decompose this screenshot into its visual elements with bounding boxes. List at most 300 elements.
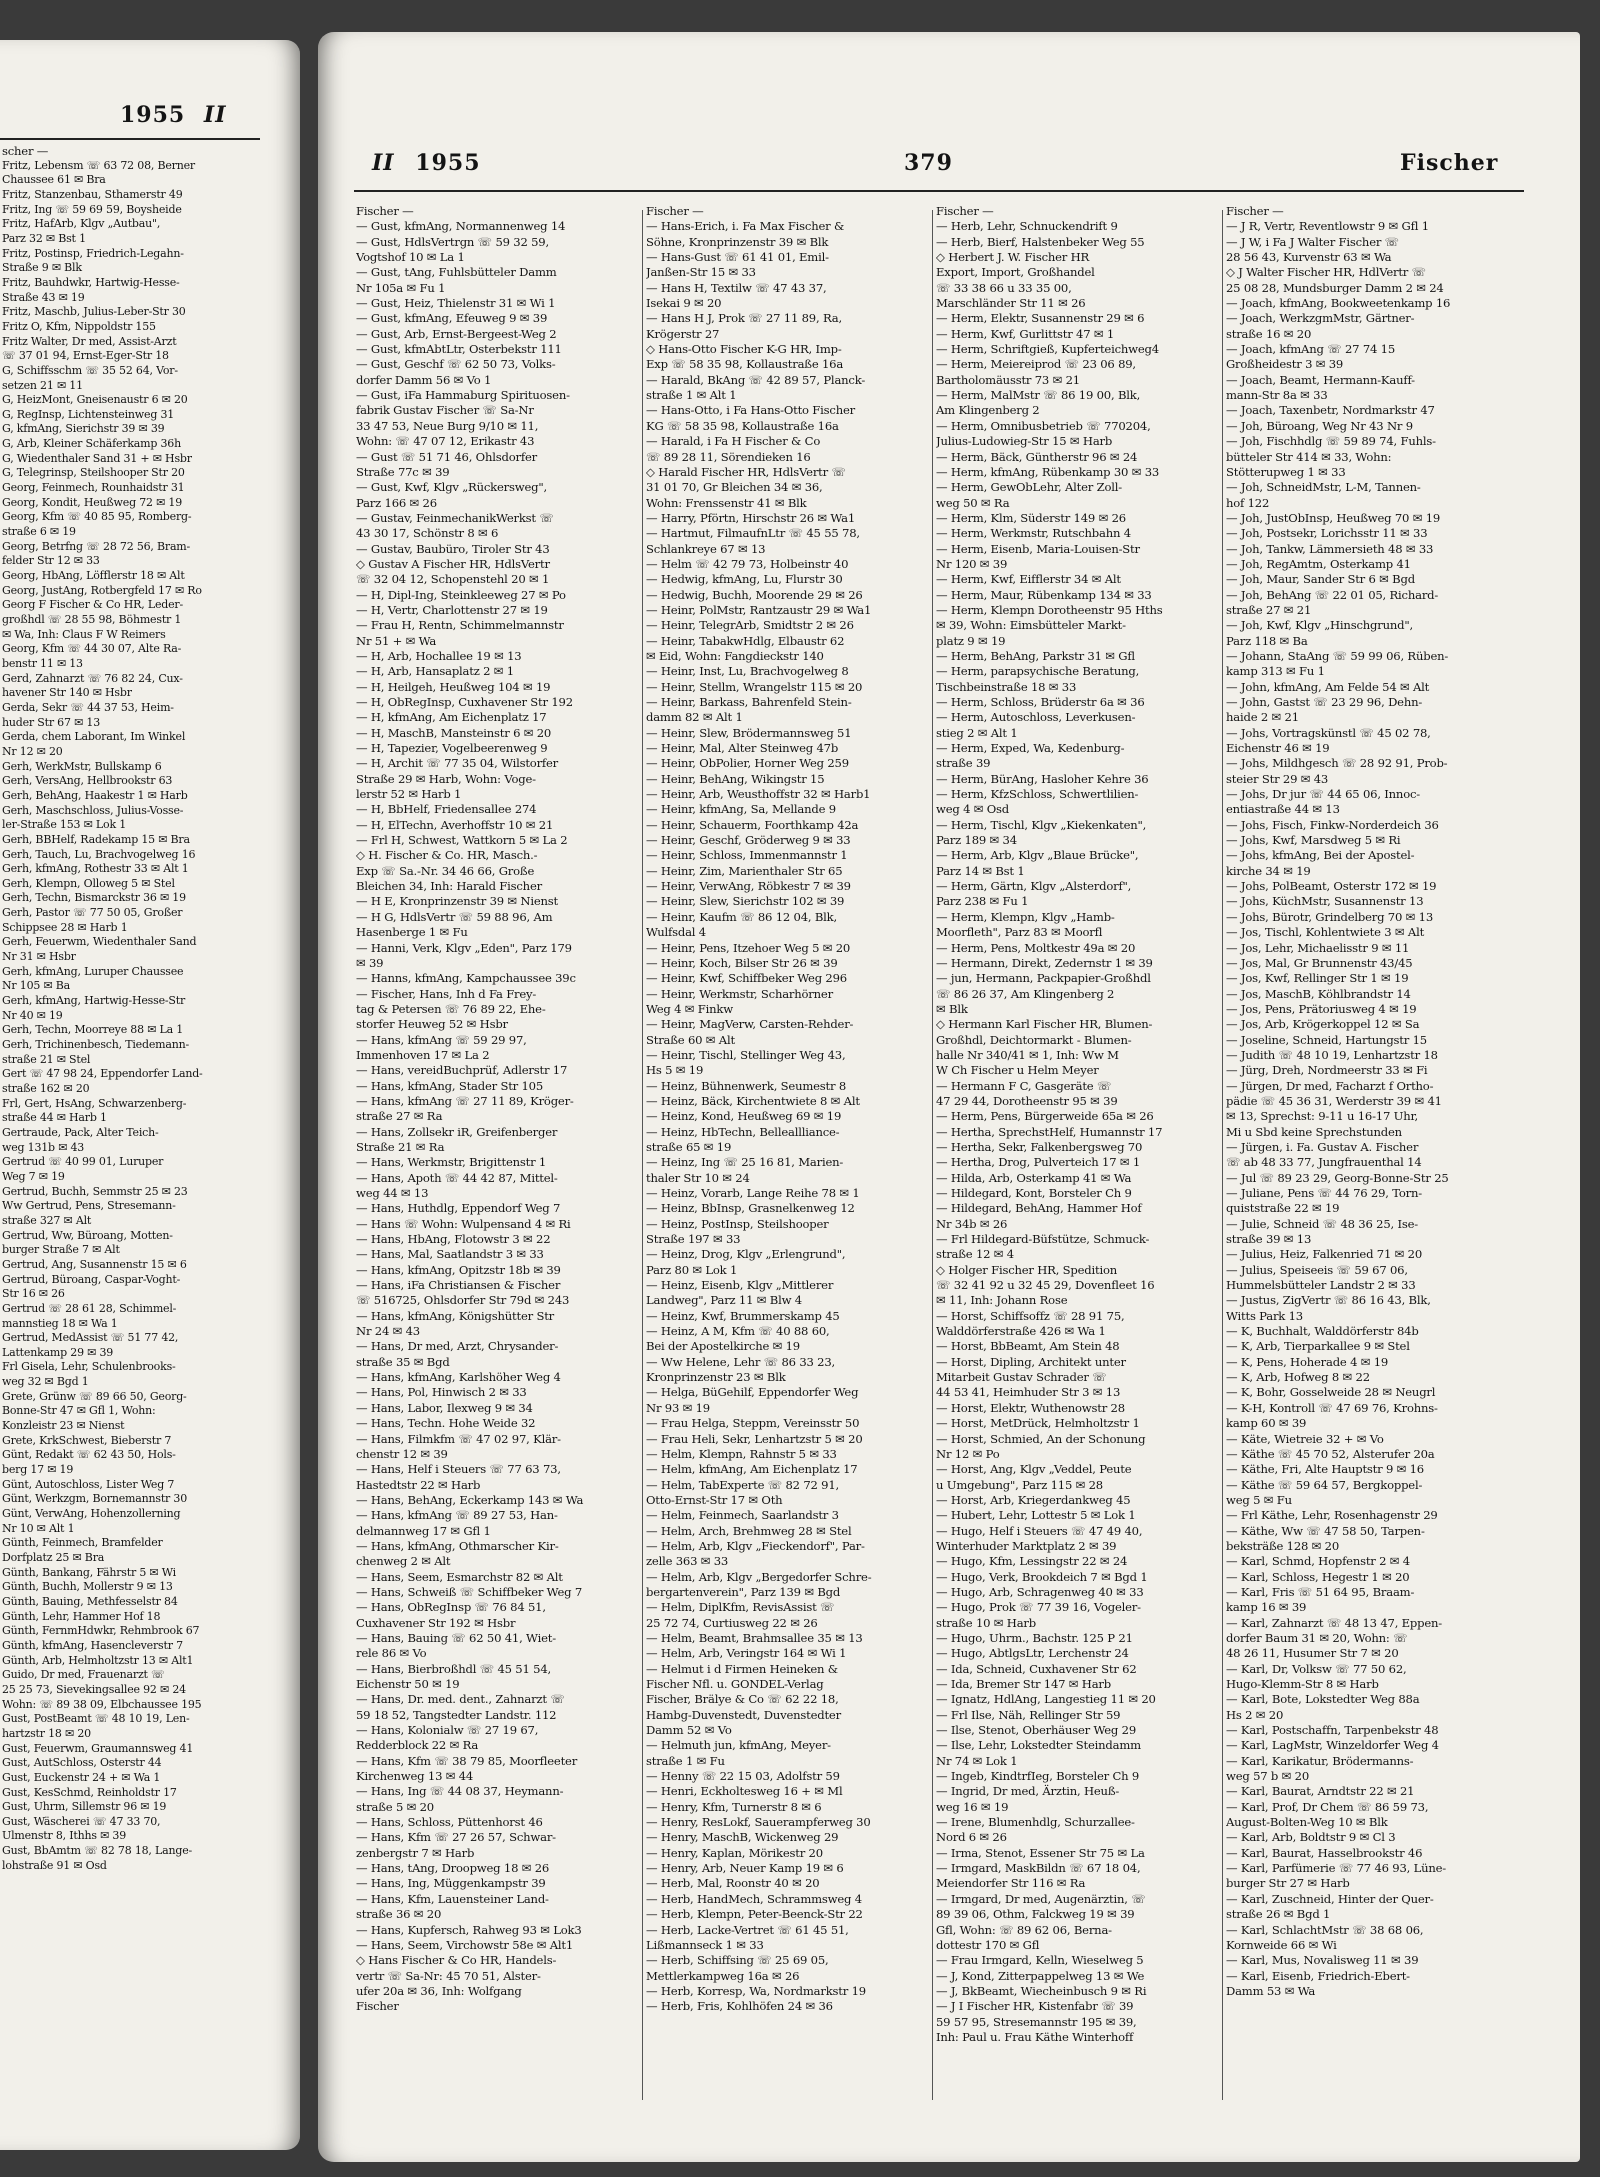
directory-entry: — Karl, Zahnarzt ☏ 48 13 47, Eppen- [1226,1615,1443,1630]
directory-entry: — Joach, kfmAng, Bookweetenkamp 16 [1226,296,1451,311]
directory-entry: — Karl, Schmd, Hopfenstr 2 ✉ 4 [1226,1554,1410,1569]
directory-entry: — Herm, Pens, Moltkestr 49a ✉ 20 [936,940,1136,955]
directory-entry: — Hans, Kupfersch, Rahweg 93 ✉ Lok3 [356,1922,582,1937]
directory-entry: — Heinr, Inst, Lu, Brachvogelweg 8 [646,664,849,679]
directory-entry: — Heinr, Kwf, Schiffbeker Weg 296 [646,971,847,986]
directory-entry: — H, MaschB, Mansteinstr 6 ✉ 20 [356,725,552,740]
directory-entry: — Joach, WerkzgmMstr, Gärtner- [1226,311,1415,326]
directory-entry: — Gustav, Baubüro, Tiroler Str 43 [356,541,550,556]
directory-entry: Fritz, Ing ☏ 59 69 59, Boysheide [2,202,182,216]
directory-entry: Inh: Paul u. Frau Käthe Winterhoff [936,2029,1134,2044]
directory-entry: — Heinz, BbInsp, Grasnelkenweg 12 [646,1201,855,1216]
directory-entry: — Jos, Kwf, Rellinger Str 1 ✉ 19 [1226,971,1409,986]
right-column-2 [646,204,928,2104]
directory-entry: Eichenstr 50 ✉ 19 [356,1677,460,1691]
directory-entry: dorfer Baum 31 ✉ 20, Wohn: ☏ [1226,1630,1408,1645]
directory-entry: straße 26 ✉ Bgd 1 [1226,1907,1331,1922]
directory-entry: — Gust, HdlsVertrgn ☏ 59 32 59, [356,234,549,249]
directory-entry: — Hans, kfmAng ☏ 27 11 89, Kröger- [356,1093,574,1108]
directory-entry: Parz 32 ✉ Bst 1 [2,231,86,245]
directory-entry: Lißmannseck 1 ✉ 33 [646,1937,764,1952]
directory-entry: — Gust, kfmAbtLtr, Osterbekstr 111 [356,342,562,357]
directory-entry: — John, kfmAng, Am Felde 54 ✉ Alt [1226,679,1430,694]
directory-entry: Gertrud ☏ 40 99 01, Luruper [2,1155,164,1169]
directory-entry: ◇ Hermann Karl Fischer HR, Blumen- [936,1017,1153,1032]
directory-entry: — Heinz, Kond, Heußweg 69 ✉ 19 [646,1109,842,1124]
directory-entry: straße 6 ✉ 19 [2,525,76,539]
directory-entry: — Herm, Werkmstr, Rutschbahn 4 [936,526,1131,541]
directory-entry: Gerh, Techn, Moorreye 88 ✉ La 1 [2,1023,184,1037]
directory-entry: — Karl, Fris ☏ 51 64 95, Braam- [1226,1584,1415,1599]
directory-entry: Gust, Uhrm, Sillemstr 96 ✉ 19 [2,1800,167,1814]
directory-entry: — Herb, HandMech, Schrammsweg 4 [646,1891,862,1906]
directory-entry: — Hugo, Arb, Schragenweg 40 ✉ 33 [936,1584,1144,1599]
directory-entry: — Ilse, Stenot, Oberhäuser Weg 29 [936,1723,1136,1738]
directory-entry: ✉ Wa, Inh: Claus F W Reimers [2,627,166,641]
directory-entry: — Hans, kfmAng, Karlshöher Weg 4 [356,1370,561,1385]
directory-entry: — Johs, PolBeamt, Osterstr 172 ✉ 19 [1226,879,1437,894]
directory-entry: weg 16 ✉ 19 [936,1799,1009,1814]
directory-entry: — Herb, Mal, Roonstr 40 ✉ 20 [646,1876,820,1891]
directory-entry: — Julius, Heiz, Falkenried 71 ✉ 20 [1226,1247,1422,1262]
directory-entry: — Frl Käthe, Lehr, Rosenhagenstr 29 [1226,1508,1438,1523]
directory-entry: — Hans-Erich, i. Fa Max Fischer & [646,219,845,234]
directory-entry: — Hans, Kolonialw ☏ 27 19 67, [356,1723,539,1738]
directory-entry: — Horst, MetDrück, Helmholtzstr 1 [936,1416,1140,1431]
directory-entry: — Herb, Korresp, Wa, Nordmarkstr 19 [646,1983,866,1998]
directory-entry: Günth, Arb, Helmholtzstr 13 ✉ Alt1 [2,1653,194,1667]
directory-entry: Bartholomäusstr 73 ✉ 21 [936,372,1080,387]
directory-entry: — Karl, Arb, Boldtstr 9 ✉ Cl 3 [1226,1830,1396,1845]
directory-entry: — Karl, Dr, Volksw ☏ 77 50 62, [1226,1661,1407,1676]
directory-entry: straße 10 ✉ Harb [936,1615,1036,1630]
directory-entry: — Joh, Kwf, Klgv „Hinschgrund", [1226,618,1413,633]
directory-entry: — Helm, Feinmech, Saarlandstr 3 [646,1508,839,1523]
directory-entry: — Karl, Baurat, Hasselbrookstr 46 [1226,1845,1423,1860]
column-heading: Fischer — [936,204,994,218]
directory-entry: straße 27 ✉ 21 [1226,602,1312,617]
directory-entry: Otto-Ernst-Str 17 ✉ Oth [646,1492,783,1507]
directory-entry: Nr 12 ✉ Po [936,1446,1000,1461]
directory-entry: Mettlerkampweg 16a ✉ 26 [646,1968,800,1983]
directory-entry: — Jul ☏ 89 23 29, Georg-Bonne-Str 25 [1226,1170,1449,1185]
directory-entry: — Horst, Arb, Kriegerdankweg 45 [936,1492,1131,1507]
directory-entry: — Irma, Stenot, Essener Str 75 ✉ La [936,1845,1145,1860]
directory-entry: Frl, Gert, HsAng, Schwarzenberg- [2,1096,187,1110]
directory-entry: G, Schiffsschm ☏ 35 52 64, Vor- [2,363,178,377]
directory-entry: — Horst, Schmied, An der Schonung [936,1431,1146,1446]
directory-entry: Straße 29 ✉ Harb, Wohn: Voge- [356,771,536,786]
directory-entry: 59 18 52, Tangstedter Landstr. 112 [356,1707,557,1722]
directory-entry: — H, Dipl-Ing, Steinkleeweg 27 ✉ Po [356,587,566,602]
directory-entry: haide 2 ✉ 21 [1226,710,1299,725]
directory-entry: — H, ObRegInsp, Cuxhavener Str 192 [356,695,573,709]
directory-entry: — Heinr, MagVerw, Carsten-Rehder- [646,1017,854,1032]
directory-entry: Günth, Bauing, Methfesselstr 84 [2,1594,178,1608]
directory-entry: ◇ Gustav A Fischer HR, HdlsVertr [356,556,550,571]
directory-entry: Wohn: ☏ 47 07 12, Erikastr 43 [356,434,535,449]
directory-entry: — Heinz, Bäck, Kirchentwiete 8 ✉ Alt [646,1093,860,1108]
directory-entry: Vogtshof 10 ✉ La 1 [356,250,465,265]
directory-entry: — Hertha, Sekr, Falkenbergsweg 70 [936,1139,1143,1154]
directory-entry: — Hugo, AbtlgsLtr, Lerchenstr 24 [936,1646,1129,1661]
directory-entry: Exp ☏ 58 35 98, Kollaustraße 16a [646,357,844,372]
directory-entry: Am Klingenberg 2 [936,403,1040,418]
directory-entry: — Hans-Gust ☏ 61 41 01, Emil- [646,250,829,265]
directory-entry: Gfl, Wohn: ☏ 89 62 06, Berna- [936,1922,1112,1937]
directory-entry: — Hans, kfmAng ☏ 89 27 53, Han- [356,1508,558,1523]
directory-entry: Georg, Betrfng ☏ 28 72 56, Bram- [2,539,191,553]
directory-entry: straße 5 ✉ 20 [356,1799,434,1814]
directory-entry: — Henry, Kfm, Turnerstr 8 ✉ 6 [646,1799,822,1814]
directory-entry: — Joh, Postsekr, Lorichsstr 11 ✉ 33 [1226,526,1428,541]
directory-entry: 33 47 53, Neue Burg 9/10 ✉ 11, [356,418,539,433]
directory-entry: bergartenverein", Parz 139 ✉ Bgd [646,1584,841,1599]
directory-entry: Nr 105a ✉ Fu 1 [356,280,446,295]
directory-entry: — Käthe ☏ 59 64 57, Bergkoppel- [1226,1477,1423,1492]
directory-entry: Gust, KesSchmd, Reinholdstr 17 [2,1785,177,1799]
directory-entry: Mitarbeit Gustav Schrader ☏ [936,1370,1107,1385]
directory-entry: — Johs, Fisch, Finkw-Norderdeich 36 [1226,817,1439,832]
directory-entry: — Herm, GewObLehr, Alter Zoll- [936,480,1122,495]
directory-entry: — Herm, Eisenb, Maria-Louisen-Str [936,541,1140,556]
directory-entry: — Hanns, kfmAng, Kampchaussee 39c [356,971,576,986]
directory-entry: — Herm, Klempn Dorotheenstr 95 Hths [936,602,1163,617]
directory-entry: — Joh, SchneidMstr, L-M, Tannen- [1226,480,1421,495]
directory-entry: Straße 21 ✉ Ra [356,1139,445,1154]
directory-entry: Gerh, Pastor ☏ 77 50 05, Großer [2,906,183,920]
directory-entry: weg 57 b ✉ 20 [1226,1769,1309,1784]
directory-entry: — Gust, tAng, Fuhlsbütteler Damm [356,265,557,280]
directory-entry: G, kfmAng, Sierichstr 39 ✉ 39 [2,422,165,436]
directory-entry: Schlankreye 67 ✉ 13 [646,541,766,556]
left-header-year: 1955 [120,102,186,128]
directory-entry: Fritz, Maschb, Julius-Leber-Str 30 [2,305,186,319]
directory-entry: — Hans, tAng, Droopweg 18 ✉ 26 [356,1861,550,1876]
directory-entry: — Gust, Heiz, Thielenstr 31 ✉ Wi 1 [356,296,556,311]
directory-entry: — Frau Heli, Sekr, Lenhartzstr 5 ✉ 20 [646,1431,863,1446]
directory-entry: ◇ Holger Fischer HR, Spedition [936,1262,1118,1277]
directory-entry: — Hans H J, Prok ☏ 27 11 89, Ra, [646,311,842,326]
directory-entry: — Gustav, FeinmechanikWerkst ☏ [356,510,554,525]
directory-entry: — Hans, Pol, Hinwisch 2 ✉ 33 [356,1385,527,1400]
directory-entry: — J, BkBeamt, Wiecheinbusch 9 ✉ Ri [936,1983,1147,1998]
directory-entry: Nord 6 ✉ 26 [936,1830,1007,1845]
directory-entry: — Hans-Otto, i Fa Hans-Otto Fischer [646,403,855,418]
directory-entry: ✉ 13, Sprechst: 9-11 u 16-17 Uhr, [1226,1109,1419,1124]
directory-entry: G, Arb, Kleiner Schäferkamp 36h [2,437,181,451]
directory-entry: — Joach, kfmAng ☏ 27 74 15 [1226,342,1396,357]
directory-entry: — Ilse, Lehr, Lokstedter Steindamm [936,1738,1141,1753]
directory-entry: — Harald, BkAng ☏ 42 89 57, Planck- [646,372,866,387]
directory-entry: — Heinr, Zim, Marienthaler Str 65 [646,863,843,878]
directory-entry: — Heinz, Bühnenwerk, Seumestr 8 [646,1078,847,1093]
directory-entry: — Herm, Autoschloss, Leverkusen- [936,710,1136,725]
directory-entry: — Käthe ☏ 45 70 52, Alsterufer 20a [1226,1446,1435,1461]
directory-entry: — Helmut i d Firmen Heineken & [646,1661,838,1676]
directory-entry: Gerh, Tauch, Lu, Brachvogelweg 16 [2,847,196,861]
directory-entry: — Julie, Schneid ☏ 48 36 25, Ise- [1226,1216,1418,1231]
directory-entry: — Henry, MaschB, Wickenweg 29 [646,1830,839,1845]
directory-entry: Straße 60 ✉ Alt [646,1032,735,1047]
directory-entry: — Herm, Klempn, Klgv „Hamb- [936,909,1115,924]
directory-entry: — Hans, vereidBuchprüf, Adlerstr 17 [356,1063,568,1078]
directory-entry: thaler Str 10 ✉ 24 [646,1170,750,1185]
directory-entry: — Julius, Speiseeis ☏ 59 67 06, [1226,1262,1408,1277]
directory-entry: dottestr 170 ✉ Gfl [936,1937,1040,1952]
directory-entry: Gerh, kfmAng, Luruper Chaussee [2,964,184,978]
directory-entry: Wohn: Frenssenstr 41 ✉ Blk [646,495,807,510]
directory-entry: — Herb, Bierf, Halstenbeker Weg 55 [936,234,1145,249]
directory-entry: — Herm, Kwf, Gurlittstr 47 ✉ 1 [936,326,1115,341]
directory-entry: G, HeizMont, Gneisenaustr 6 ✉ 20 [2,393,188,407]
directory-entry: — Johs, kfmAng, Bei der Apostel- [1226,848,1415,863]
directory-entry: — Irmgard, Dr med, Augenärztin, ☏ [936,1891,1146,1906]
directory-entry: mannstieg 18 ✉ Wa 1 [2,1316,118,1330]
directory-entry: Moorfleth", Parz 83 ✉ Moorfl [936,925,1103,940]
directory-entry: Gerh, Feuerwm, Wiedenthaler Sand [2,935,197,949]
directory-entry: — Ingrid, Dr med, Ärztin, Heuß- [936,1784,1120,1799]
directory-entry: ☏ ab 48 33 77, Jungfrauenthal 14 [1226,1155,1422,1170]
directory-entry: Günth, Bankang, Fährstr 5 ✉ Wi [2,1565,176,1579]
directory-entry: Nr 51 + ✉ Wa [356,633,437,648]
directory-entry: — Johs, Kwf, Marsdweg 5 ✉ Ri [1226,833,1401,848]
directory-entry: — Hans, Ing, Müggenkampstr 39 [356,1876,546,1891]
directory-entry: ☏ 32 04 12, Schopenstehl 20 ✉ 1 [356,572,550,587]
directory-entry: Grete, KrkSchwest, Bieberstr 7 [2,1433,172,1447]
directory-entry: ☏ 516725, Ohlsdorfer Str 79d ✉ 243 [356,1293,570,1308]
directory-entry: — Heinz, Eisenb, Klgv „Mittlerer [646,1278,834,1293]
directory-entry: — Henri, Eckholtesweg 16 + ✉ Ml [646,1784,843,1799]
directory-entry: u Umgebung", Parz 115 ✉ 28 [936,1477,1103,1492]
directory-entry: ☏ 32 41 92 u 32 45 29, Dovenfleet 16 [936,1278,1155,1293]
directory-entry: — Hans H, Textilw ☏ 47 43 37, [646,280,827,295]
directory-entry: — Jos, Tischl, Kohlentwiete 3 ✉ Alt [1226,925,1425,940]
directory-entry: — Gust, iFa Hammaburg Spirituosen- [356,388,570,403]
directory-entry: — Irene, Blumenhdlg, Schurzallee- [936,1815,1135,1830]
directory-entry: — Hans, Filmkfm ☏ 47 02 97, Klär- [356,1431,561,1446]
directory-entry: Gerh, BBHelf, Radekamp 15 ✉ Bra [2,832,190,846]
directory-entry: — Jos, Arb, Krögerkoppel 12 ✉ Sa [1226,1017,1420,1032]
directory-entry: straße 65 ✉ 19 [646,1139,732,1154]
directory-entry: — Herm, KfzSchloss, Schwertlilien- [936,787,1139,802]
directory-entry: — Hermann, Direkt, Zedernstr 1 ✉ 39 [936,955,1153,970]
column-divider [932,210,933,2100]
directory-entry: Gerh, kfmAng, Rothestr 33 ✉ Alt 1 [2,862,189,876]
directory-entry: — Frl H, Schwest, Wattkorn 5 ✉ La 2 [356,833,568,848]
directory-entry: — Hans, HbAng, Flotowstr 3 ✉ 22 [356,1232,551,1247]
directory-entry: — Herm, Elektr, Susannenstr 29 ✉ 6 [936,311,1145,326]
directory-entry: — Käthe, Ww ☏ 47 58 50, Tarpen- [1226,1523,1425,1538]
directory-entry: Fritz Walter, Dr med, Assist-Arzt [2,334,177,348]
directory-entry: — Gust, Arb, Ernst-Bergeest-Weg 2 [356,326,557,341]
directory-entry: — Hans, kfmAng, Opitzstr 18b ✉ 39 [356,1262,561,1277]
directory-entry: Günt, VerwAng, Hohenzollerning [2,1507,181,1521]
directory-entry: — Heinr, TelegrArb, Smidtstr 2 ✉ 26 [646,618,854,633]
directory-entry: — Jos, Pens, Prätoriusweg 4 ✉ 19 [1226,1001,1417,1016]
running-head-name: Fischer [1400,150,1499,176]
directory-entry: Nr 31 ✉ Hsbr [2,950,76,964]
directory-entry: — Helm, Arch, Brehmweg 28 ✉ Stel [646,1523,852,1538]
directory-entry: Gerh, VersAng, Hellbrookstr 63 [2,774,173,788]
directory-entry: — Joh, Fischhdlg ☏ 59 89 74, Fuhls- [1226,434,1436,449]
directory-entry: — K-H, Kontroll ☏ 47 69 76, Krohns- [1226,1400,1438,1415]
directory-entry: G, RegInsp, Lichtensteinweg 31 [2,407,175,421]
directory-entry: — Helm, Arb, Klgv „Bergedorfer Schre- [646,1569,872,1584]
directory-entry: — Henry, Kaplan, Mörikestr 20 [646,1845,823,1860]
directory-entry: quiststraße 22 ✉ 19 [1226,1201,1340,1216]
directory-entry: — Heinr, Mal, Alter Steinweg 47b [646,741,839,756]
directory-entry: — Karl, Bote, Lokstedter Weg 88a [1226,1692,1420,1707]
directory-entry: — Jos, MaschB, Köhlbrandstr 14 [1226,986,1411,1001]
directory-entry: — Judith ☏ 48 10 19, Lenhartzstr 18 [1226,1047,1438,1062]
directory-entry: — H, Vertr, Charlottenstr 27 ✉ 19 [356,602,548,617]
directory-entry: — Heinr, Werkmstr, Scharhörner [646,986,833,1001]
directory-entry: chenstr 12 ✉ 39 [356,1446,448,1461]
directory-entry: — Joach, Beamt, Hermann-Kauff- [1226,372,1415,387]
directory-entry: hof 122 [1226,495,1270,510]
directory-entry: burger Str 27 ✉ Harb [1226,1876,1350,1891]
directory-entry: — Herb, Fris, Kohlhöfen 24 ✉ 36 [646,1999,833,2014]
directory-entry: — Frau Irmgard, Kelln, Wieselweg 5 [936,1953,1144,1968]
directory-entry: Hambg-Duvenstedt, Duvenstedter [646,1707,841,1722]
directory-entry: straße 21 ✉ Stel [2,1052,91,1066]
directory-entry: Kornweide 66 ✉ Wi [1226,1937,1337,1952]
directory-entry: Str 16 ✉ 26 [2,1287,65,1301]
directory-entry: platz 9 ✉ 19 [936,633,1006,648]
directory-entry: — J, Kond, Zitterpappelweg 13 ✉ We [936,1968,1145,1983]
directory-entry: — Joseline, Schneid, Hartungstr 15 [1226,1032,1427,1047]
directory-entry: Gerh, BehAng, Haakestr 1 ✉ Harb [2,788,188,802]
directory-entry: Frl Gisela, Lehr, Schulenbrooks- [2,1360,176,1374]
directory-entry: — Hilda, Arb, Osterkamp 41 ✉ Wa [936,1170,1132,1185]
directory-entry: — H, BbHelf, Friedensallee 274 [356,802,537,817]
directory-entry: Bei der Apostelkirche ✉ 19 [646,1339,800,1354]
directory-entry: — Herm, Meiereiprod ☏ 23 06 89, [936,357,1136,372]
directory-entry: — Helm, Arb, Klgv „Fieckendorf", Par- [646,1538,865,1553]
directory-entry: — Heinr, kfmAng, Sa, Mellande 9 [646,802,836,817]
directory-entry: Straße 77c ✉ 39 [356,464,450,479]
directory-entry: Gerh, Trichinenbesch, Tiedemann- [2,1038,190,1052]
directory-entry: Georg, Kfm ☏ 40 85 95, Romberg- [2,510,192,524]
directory-entry: — Hans, kfmAng, Stader Str 105 [356,1078,544,1093]
directory-entry: — Heinz, PostInsp, Steilshooper [646,1216,829,1231]
right-header-year: 1955 [415,150,481,176]
directory-entry: straße 39 [936,756,991,771]
directory-entry: Schippsee 28 ✉ Harb 1 [2,920,128,934]
directory-entry: Nr 24 ✉ 43 [356,1324,420,1339]
directory-entry: — Heinz, HbTechn, Belleallliance- [646,1124,840,1139]
directory-entry: straße 1 ✉ Alt 1 [646,388,737,403]
right-column-4 [1226,204,1508,2104]
directory-entry: Fritz, Lebensm ☏ 63 72 08, Berner [2,158,195,172]
directory-entry: — Hans, Dr. med. dent., Zahnarzt ☏ [356,1692,565,1707]
directory-entry: — Helga, BüGehilf, Eppendorfer Weg [646,1385,859,1400]
directory-entry: Fritz, Bauhdwkr, Hartwig-Hesse- [2,275,180,289]
directory-entry: — Herm, Maur, Rübenkamp 134 ✉ 33 [936,587,1152,602]
directory-entry: — Heinz, Vorarb, Lange Reihe 78 ✉ 1 [646,1186,860,1200]
directory-entry: — Hans, ObRegInsp ☏ 76 84 51, [356,1600,546,1615]
directory-entry: Fritz, Stanzenbau, Sthamerstr 49 [2,187,183,201]
directory-entry: — Jürgen, Dr med, Facharzt f Ortho- [1226,1078,1434,1093]
directory-entry: Nr 40 ✉ 19 [2,1008,63,1022]
directory-entry: Kronprinzenstr 23 ✉ Blk [646,1370,786,1385]
directory-entry: — H, Tapezier, Vogelbeerenweg 9 [356,741,548,756]
directory-entry: weg 5 ✉ Fu [1226,1492,1292,1507]
directory-entry: weg 44 ✉ 13 [356,1186,429,1200]
directory-entry: Gertrud, MedAssist ☏ 51 77 42, [2,1331,179,1345]
directory-entry: Günth, FernmHdwkr, Rehmbrook 67 [2,1624,200,1638]
directory-entry: Parz 80 ✉ Lok 1 [646,1262,738,1277]
directory-entry: — Heinr, Geschf, Gröderweg 9 ✉ 33 [646,833,851,848]
directory-entry: — Harald, i Fa H Fischer & Co [646,434,821,449]
directory-entry: Fritz, Postinsp, Friedrich-Legahn- [2,246,184,260]
directory-entry: ler-Straße 153 ✉ Lok 1 [2,818,127,832]
directory-entry: — Gust, kfmAng, Efeuweg 9 ✉ 39 [356,311,548,326]
directory-entry: Gerh, Maschschloss, Julius-Vosse- [2,803,184,817]
directory-entry: — Hans, Huthdlg, Eppendorf Weg 7 [356,1201,561,1216]
directory-entry: — Horst, Dipling, Architekt unter [936,1354,1126,1369]
directory-entry: Lattenkamp 29 ✉ 39 [2,1345,114,1359]
directory-entry: W Ch Fischer u Helm Meyer [936,1063,1099,1078]
directory-entry: — Hans, Dr med, Arzt, Chrysander- [356,1339,559,1354]
directory-entry: — Herm, Schriftgieß, Kupferteichweg4 [936,342,1159,357]
directory-entry: — Hugo, Kfm, Lessingstr 22 ✉ 24 [936,1554,1128,1569]
directory-entry: — Hertha, SprechstHelf, Humannstr 17 [936,1124,1163,1139]
directory-entry: — Jürgen, i. Fa. Gustav A. Fischer [1226,1139,1419,1154]
directory-entry: ✉ 39, Wohn: Eimsbütteler Markt- [936,618,1126,633]
directory-entry: — Herm, Bäck, Güntherstr 96 ✉ 24 [936,449,1138,464]
directory-entry: — Hans, Kfm ☏ 27 26 57, Schwar- [356,1830,556,1845]
directory-entry: — Henry, ResLokf, Sauerampferweg 30 [646,1815,871,1830]
directory-entry: 43 30 17, Schönstr 8 ✉ 6 [356,526,499,541]
directory-entry: — Heinr, Tischl, Stellinger Weg 43, [646,1047,846,1062]
directory-entry: delmannweg 17 ✉ Gfl 1 [356,1523,491,1538]
directory-entry: Fritz, HafArb, Klgv „Autbau", [2,217,161,231]
directory-entry: — Herm, Schloss, Brüderstr 6a ✉ 36 [936,695,1145,709]
column-heading: Fischer — [1226,204,1284,218]
directory-entry: Gerh, Techn, Bismarckstr 36 ✉ 19 [2,891,186,905]
directory-entry: beksträße 128 ✉ 20 [1226,1538,1340,1553]
directory-entry: — Joh, Büroang, Weg Nr 43 Nr 9 [1226,418,1413,433]
directory-entry: chenweg 2 ✉ Alt [356,1554,451,1569]
directory-entry: Chaussee 61 ✉ Bra [2,173,106,187]
directory-entry: Gertrud, Ang, Susannenstr 15 ✉ 6 [2,1257,187,1271]
directory-entry: G, Wiedenthaler Sand 31 + ✉ Hsbr [2,451,192,465]
directory-entry: Guido, Dr med, Frauenarzt ☏ [2,1668,165,1682]
directory-entry: ☏ 89 28 11, Sörendieken 16 [646,449,811,464]
directory-entry: — H, Archit ☏ 77 35 04, Wilstorfer [356,756,559,771]
directory-entry: — Herm, MalMstr ☏ 86 19 00, Blk, [936,388,1141,403]
directory-entry: — Johs, Dr jur ☏ 44 65 06, Innoc- [1226,787,1420,802]
directory-entry: Gertrud, Buchh, Semmstr 25 ✉ 23 [2,1184,188,1198]
left-page [0,40,300,2150]
directory-entry: — Heinr, Stellm, Wrangelstr 115 ✉ 20 [646,679,863,694]
directory-entry: setzen 21 ✉ 11 [2,378,83,392]
directory-entry: — Hans ☏ Wohn: Wulpensand 4 ✉ Ri [356,1216,571,1231]
directory-entry: G, Telegrinsp, Steilshooper Str 20 [2,466,185,480]
directory-entry: Gerh, WerkMstr, Bullskamp 6 [2,759,162,773]
directory-entry: — Helmuth jun, kfmAng, Meyer- [646,1738,831,1753]
directory-entry: zenbergstr 7 ✉ Harb [356,1845,475,1860]
directory-entry: — Frl Hildegard-Büfstütze, Schmuck- [936,1232,1150,1247]
directory-entry: — Justus, ZigVertr ☏ 86 16 43, Blk, [1226,1293,1431,1308]
directory-entry: — Herm, kfmAng, Rübenkamp 30 ✉ 33 [936,464,1160,479]
directory-entry: Damm 52 ✉ Vo [646,1723,732,1738]
directory-entry: — H, Arb, Hansaplatz 2 ✉ 1 [356,664,514,679]
directory-entry: — Karl, Eisenb, Friedrich-Ebert- [1226,1968,1410,1983]
directory-entry: ☏ 86 26 37, Am Klingenberg 2 [936,986,1115,1001]
